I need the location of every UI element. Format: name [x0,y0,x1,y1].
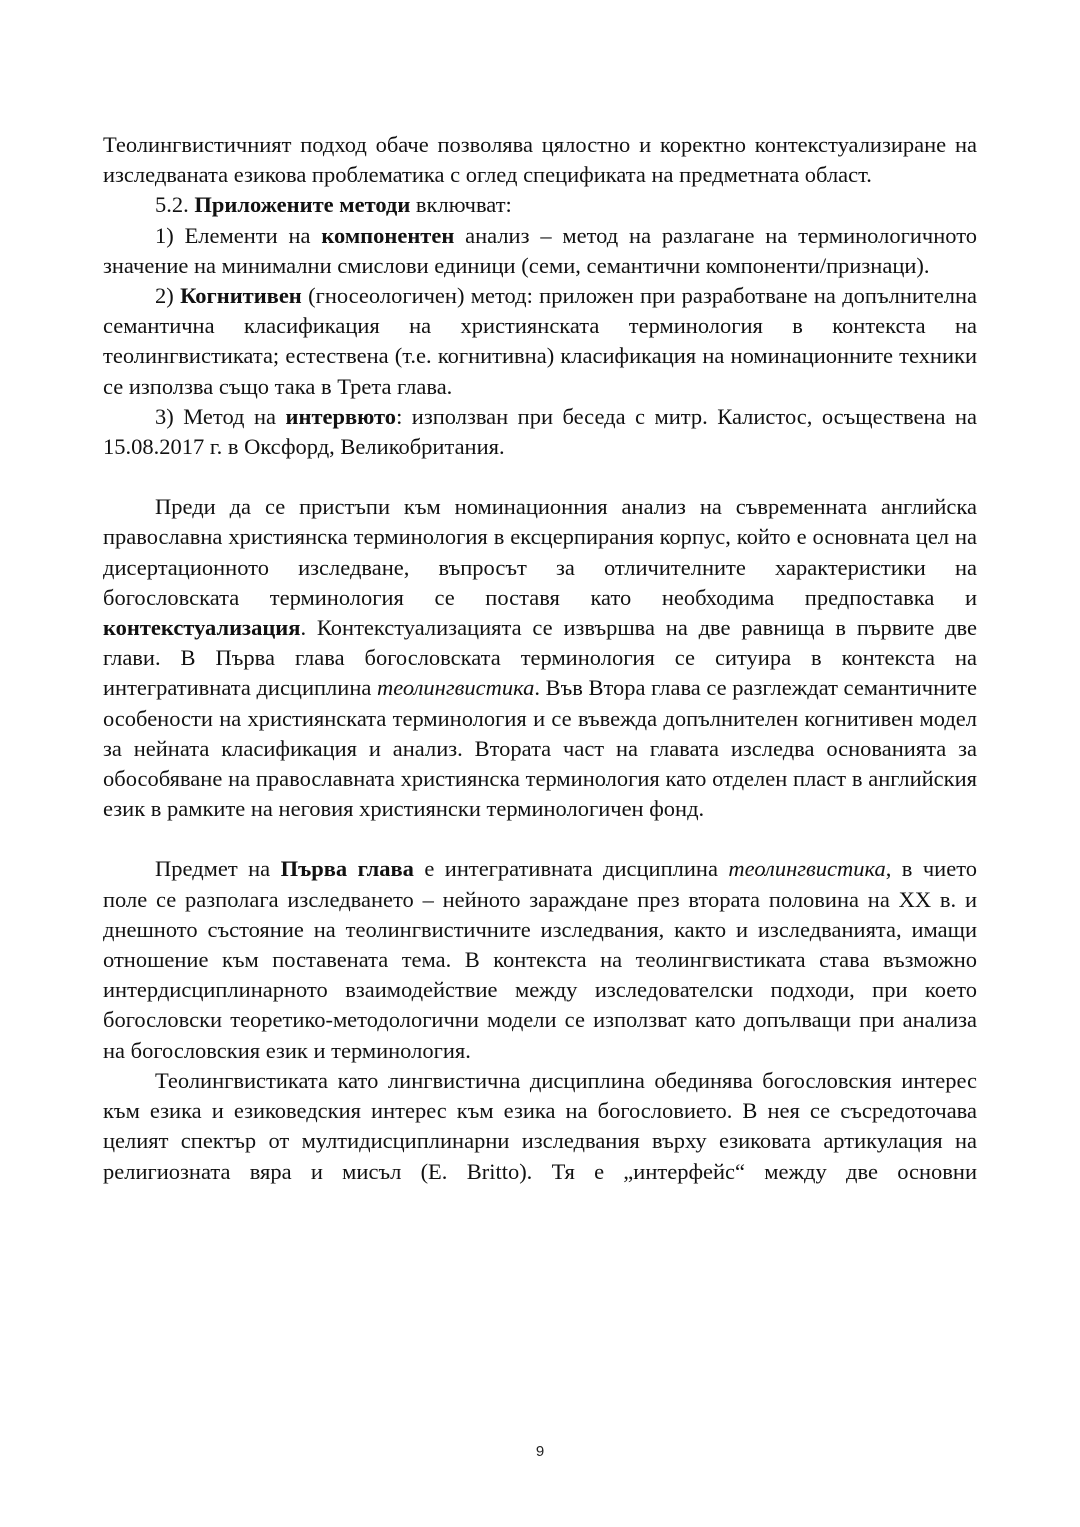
paragraph-theolinguistics: Теолингвистиката като лингвистична дисциплина обединява богословския интерес към езика и езиковедския интерес към езика на богословието. В нея се съсредоточава целият спектър от мултидисциплинарни изследвания върху езиковата артикулация на религиозната вяра и мисъл (E. Britto). Тя е „интерфейс“ между две основни [103,1067,977,1184]
methods-heading: Приложените методи [194,192,411,218]
body-text [103,130,977,1187]
paragraph-contextualization: Преди да се пристъпи към номинационния анализ на съвременната английска православна християнска терминология в ексцерпирания корпус, който е основната цел на дисертационното изследване, въпросът за отличителните характеристики на богословската терминология се поставя като необходима предпоставка и контекстуализация. Контекстуализацията се извършва на две равнища в първите две глави. В Първа глава богословската терминология се ситуира в контекста на интегративната дисциплина теолингвистика. Във Втора глава се разглеждат семантичните особености на християнската терминология и се въвежда допълнителен когнитивен модел за нейната класификация и анализ. Втората част на главата изследва основанията за обособяване на православната християнска терминология като отделен пласт в английския език в рамките на неговия християнски терминологичен фонд. [103,494,978,822]
paragraph-spacer [103,824,977,854]
method-item-3: 3) Метод на интервюто: използван при беседа с митр. Калистос, осъществена на 15.08.2017 г. в Оксфорд, Великобритания. [103,403,978,460]
methods-intro: 5.2. Приложените методи включват: [155,192,512,218]
page-number: 9 [535,1443,545,1460]
method-item-1: 1) Елементи на компонентен анализ – метод на разлагане на терминологичното значение на минимални смислови единици (семи, семантични компоненти/признаци). [103,222,977,278]
method-item-2: 2) Когнитивен (гносеологичен) метод: приложен при разработване на допълнителна семантична класификация на християнската терминология в контекста на теолингвистиката; естествена (т.е. когнитивна) класификация на номинационните техники се използва също така в Трета глава. [103,283,977,399]
paragraph-theolinguistic-approach: Теолингвистичният подход обаче позволява цялостно и коректно контекстуализиране на изследваната езикова проблематика с оглед спецификата на предметната област. [103,132,977,188]
paragraph-first-chapter: Предмет на Първа глава е интегративната дисциплина теолингвистика, в чието поле се разполага изследването – нейното зараждане през втората половина на XX в. и днешното състояние на теолингвистичните изследвания, както и изследванията, имащи отношение към поставената тема. В контекста на теолингвистиката става възможно интердисциплинарното взаимодействие между изследователски подходи, при което богословски теоретико-методологични модели се използват като допълващи при анализа на богословския език и терминология. [103,856,977,1063]
paragraph-spacer [103,462,977,492]
